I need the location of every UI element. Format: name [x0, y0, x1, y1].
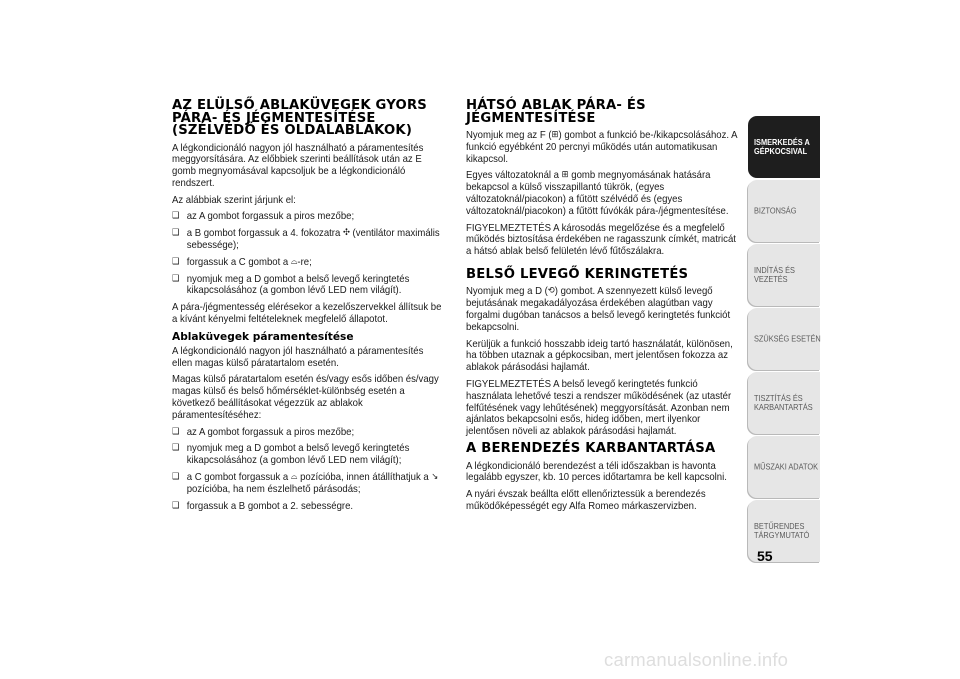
paragraph: A pára-/jégmentesség elérésekor a kezelőszervekkel állítsuk be a kívánt kényelmi feltételeknek megfelelő állapotot. [172, 302, 442, 326]
tab-starting-driving[interactable] [748, 244, 820, 306]
paragraph [466, 286, 741, 333]
list-text: pozícióba, ha nem észlelhető párásodás; [186, 483, 361, 495]
rear-window-defrost-icon: ⊞ [551, 130, 559, 140]
paragraph: A légkondicionáló nagyon jól használható a páramentesítés meggyorsítására. Az előbbiek szerinti beállítások után az E gomb megnyomásával kapcsoljuk be a légkondicionáló rendszert. [172, 142, 424, 189]
paragraph-text: Egyes változatoknál a [466, 170, 560, 182]
chapter-tabs [748, 116, 820, 564]
list-item: ❑ az A gombot forgassuk a piros mezőbe; [172, 427, 458, 439]
tab-technical-data[interactable] [748, 436, 820, 498]
page-number: 55 [757, 548, 773, 564]
windshield-defrost-icon: ⌓ [290, 256, 298, 267]
list-item: ❑ az A gombot forgassuk a piros mezőbe; [172, 211, 458, 223]
left-column [172, 100, 444, 517]
paragraph-text: Nyomjuk meg a D ( [466, 286, 548, 298]
rear-window-defrost-icon: ⊞ [561, 170, 569, 181]
tab-label: BETŰRENDES TÁRGYMUTATÓ [754, 522, 810, 540]
list-item: ❑ forgassuk a B gombot a 2. sebességre. [172, 501, 458, 513]
warning-paragraph: FIGYELMEZTETÉS A károsodás megelőzése és a megfelelő működés biztosítása érdekében ne ragasszunk címkét, matricát a hátsó ablak belső felületén lévő fűtőszálakra. [466, 222, 736, 258]
list-text: forgassuk a C gombot a [186, 256, 289, 268]
list-item: ❑ nyomjuk meg a D gombot a belső levegő keringtetés kikapcsolásához (a gombon lévő LED nem világít); [172, 443, 458, 467]
paragraph: Kerüljük a funkció hosszabb ideig tartó használatát, különösen, ha többen utaznak a gépkocsiban, mert jelentősen fokozza az ablakok párásodási hajlamát. [466, 338, 733, 374]
subheading: Ablaküvegek páramentesítése [172, 330, 354, 343]
feet-vent-icon: ↘ [431, 472, 439, 483]
list-text: a C gombot forgassuk a [186, 472, 289, 484]
warning-paragraph: FIGYELMEZTETÉS A belső levegő keringtetés funkció használata lehetővé teszi a rendszer működésének (az utastér felfűtésének vagy lehűtésének) meggyorsítását. Azonban nem ajánlatos bekapcsolni esős, hideg időben, mert ilyenkor jelentősen növeli az ablakok párásodási hajlamát. [466, 379, 732, 438]
tab-label: TISZTÍTÁS ÉS KARBANTARTÁS [754, 394, 813, 412]
tab-safety[interactable] [748, 180, 820, 242]
paragraph [466, 130, 741, 165]
watermark: carmanualsonline.info [604, 649, 789, 670]
list-text: -re; [297, 256, 312, 268]
section-title-rear-defrost: HÁTSÓ ABLAK PÁRA- ÉS JÉGMENTESÍTÉSE [466, 98, 646, 126]
list-item [172, 257, 458, 269]
windshield-defrost-icon: ⌓ [290, 472, 298, 483]
section-title-front-defrost: AZ ELÜLSŐ ABLAKÜVEGEK GYORS PÁRA- ÉS JÉGMENTESÍTÉSE (SZÉLVÉDŐ ÉS OLDALABLAKOK) [172, 98, 428, 138]
paragraph: A légkondicionáló nagyon jól használható a páramentesítés ellen magas külső páratartalom esetén. [172, 345, 424, 369]
list-text: pozícióba, innen átállíthatjuk a [300, 472, 429, 484]
paragraph: A nyári évszak beállta előtt ellenőriztessük a berendezés működőképességét egy Alfa Romeo márkaszervizben. [466, 489, 706, 512]
tab-label: INDÍTÁS ÉS VEZETÉS [754, 266, 795, 284]
tab-label: BIZTONSÁG [754, 206, 797, 216]
tab-getting-to-know[interactable] [748, 116, 820, 178]
section-title-maintenance: A BERENDEZÉS KARBANTARTÁSA [466, 441, 716, 457]
list-item [172, 228, 458, 252]
right-column [466, 100, 742, 518]
list-text: (ventilátor maximális sebessége); [186, 228, 440, 252]
list-item [172, 472, 458, 496]
paragraph: Magas külső páratartalom esetén és/vagy esős időben és/vagy magas külső és belső hőmérséklet-különbség esetén a következő beállításokat végezzük az ablakok páramentesítéséhez: [172, 374, 439, 421]
list-item: ❑ nyomjuk meg a D gombot a belső levegő keringtetés kikapcsolásához (a gombon lévő LED nem világít). [172, 274, 458, 298]
paragraph-text: gomb megnyomásának hatására bekapcsol a külső visszapillantó tükrök, (egyes változatoknál/piacokon) a fűtött szélvédő és (egyes változatoknál/piacokon) a fűtött fúvókák pára-/jégmentesítése. [466, 170, 729, 217]
paragraph: Az alábbiak szerint járjunk el: [172, 194, 296, 206]
paragraph-text: ) gombot. A szennyezett külső levegő bejutásának megakadályozása érdekében alagútban vagy forgalmi dugóban tanácsos a belső levegő keringtetés funkciót bekapcsolni. [466, 286, 731, 333]
recirculation-icon: ⟲ [547, 286, 555, 297]
tab-maintenance[interactable] [748, 372, 820, 434]
tab-label: MŰSZAKI ADATOK [754, 462, 819, 472]
tab-label: SZÜKSÉG ESETÉN [754, 334, 821, 344]
paragraph [466, 170, 741, 217]
paragraph-text: ) gombot a funkció be-/kikapcsolásához. A funkció egyébként 20 percnyi működés után automatikusan kikapcsol. [466, 130, 738, 165]
list-text: a B gombot forgassuk a 4. fokozatra [186, 228, 341, 240]
tab-emergency[interactable] [748, 308, 820, 370]
paragraph: A légkondicionáló berendezést a téli időszakban is havonta legalább egyszer, kb. 10 perces időtartamra be kell kapcsolni. [466, 460, 727, 484]
section-title-recirculation: BELSŐ LEVEGŐ KERINGTETÉS [466, 266, 689, 282]
paragraph-text: Nyomjuk meg az F ( [466, 130, 552, 141]
tab-label: ISMERKEDÉS A GÉPKOCSIVAL [754, 138, 810, 156]
fan-icon: ✣ [342, 228, 350, 239]
